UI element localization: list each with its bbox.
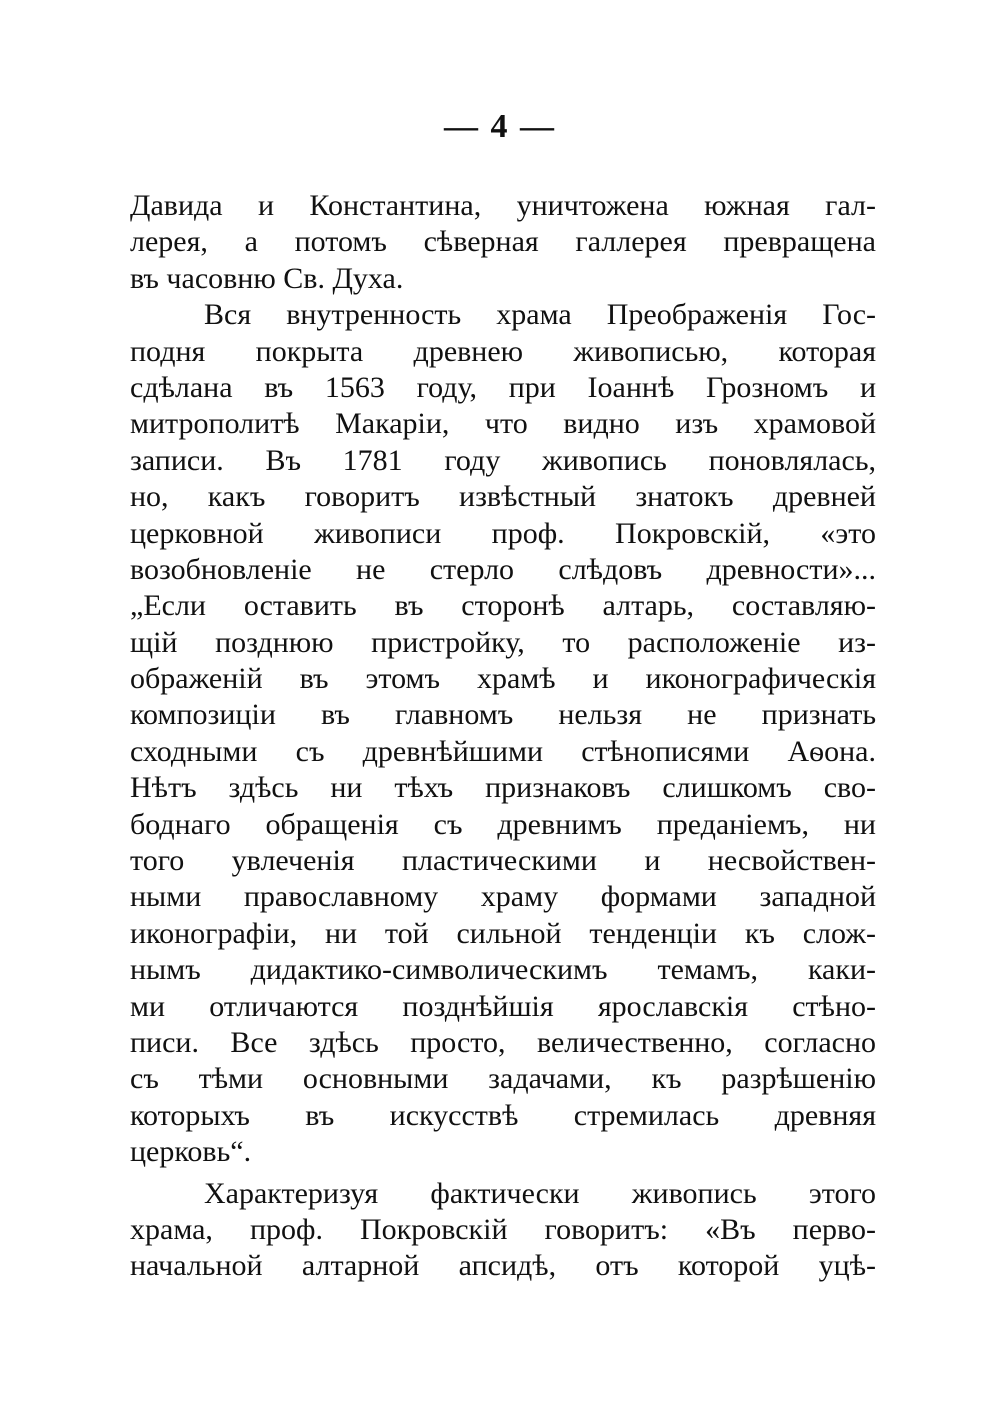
text-line: но, какъ говоритъ извѣстный знатокъ древней xyxy=(130,480,876,514)
text-line: „Если оставить въ сторонѣ алтарь, составляю- xyxy=(130,589,876,623)
text-line: Характеризуя фактически живопись этого xyxy=(204,1176,876,1210)
text-line: которыхъ въ искусствѣ стремилась древняя xyxy=(130,1098,876,1132)
text-line: возобновленіе не стерло слѣдовъ древности»... xyxy=(130,552,876,586)
page-number: — 4 — xyxy=(444,108,556,145)
text-line: записи. Въ 1781 году живопись поновлялась, xyxy=(130,443,876,477)
text-line: ными православному храму формами западной xyxy=(130,880,876,914)
text-line: Давида и Константина, уничтожена южная гал- xyxy=(130,189,876,222)
text-line: писи. Все здѣсь просто, величественно, согласно xyxy=(130,1025,876,1059)
text-line: лерея, а потомъ сѣверная галлерея превращена xyxy=(130,225,876,259)
body-text xyxy=(130,188,876,1285)
text-line: Вся внутренность храма Преображенія Гос- xyxy=(204,298,876,332)
text-line: щій позднюю пристройку, то расположеніе из- xyxy=(130,625,876,659)
text-line: боднаго обращенія съ древнимъ преданіемъ, ни xyxy=(130,807,876,841)
text-line: въ часовню Св. Духа. xyxy=(130,261,404,295)
text-line: ми отличаются позднѣйшія ярославскія стѣно- xyxy=(130,989,876,1023)
text-line: подня покрыта древнею живописью, которая xyxy=(130,334,876,368)
text-line: ображеній въ этомъ храмѣ и иконографическія xyxy=(130,662,876,696)
text-line: композиціи въ главномъ нельзя не признать xyxy=(130,698,876,732)
text-line: Нѣтъ здѣсь ни тѣхъ признаковъ слишкомъ сво- xyxy=(130,771,876,805)
text-line: митрополитѣ Макаріи, что видно изъ храмовой xyxy=(130,407,876,441)
text-line: нымъ дидактико-символическимъ темамъ, каки- xyxy=(130,953,876,987)
text-line: съ тѣми основными задачами, къ разрѣшенію xyxy=(130,1062,876,1096)
text-line: того увлеченія пластическими и несвойствен- xyxy=(130,844,876,878)
text-line: сходными съ древнѣйшими стѣнописями Аѳона. xyxy=(130,734,876,768)
text-line: церковной живописи проф. Покровскій, «это xyxy=(130,516,876,550)
text-line: сдѣлана въ 1563 году, при Іоаннѣ Грозномъ и xyxy=(130,370,876,404)
text-line: начальной алтарной апсидѣ, отъ которой уцѣ- xyxy=(130,1249,876,1283)
text-line: церковь“. xyxy=(130,1135,252,1169)
text-line: храма, проф. Покровскій говоритъ: «Въ перво- xyxy=(130,1212,876,1246)
text-line: иконографіи, ни той сильной тенденціи къ слож- xyxy=(130,916,876,950)
